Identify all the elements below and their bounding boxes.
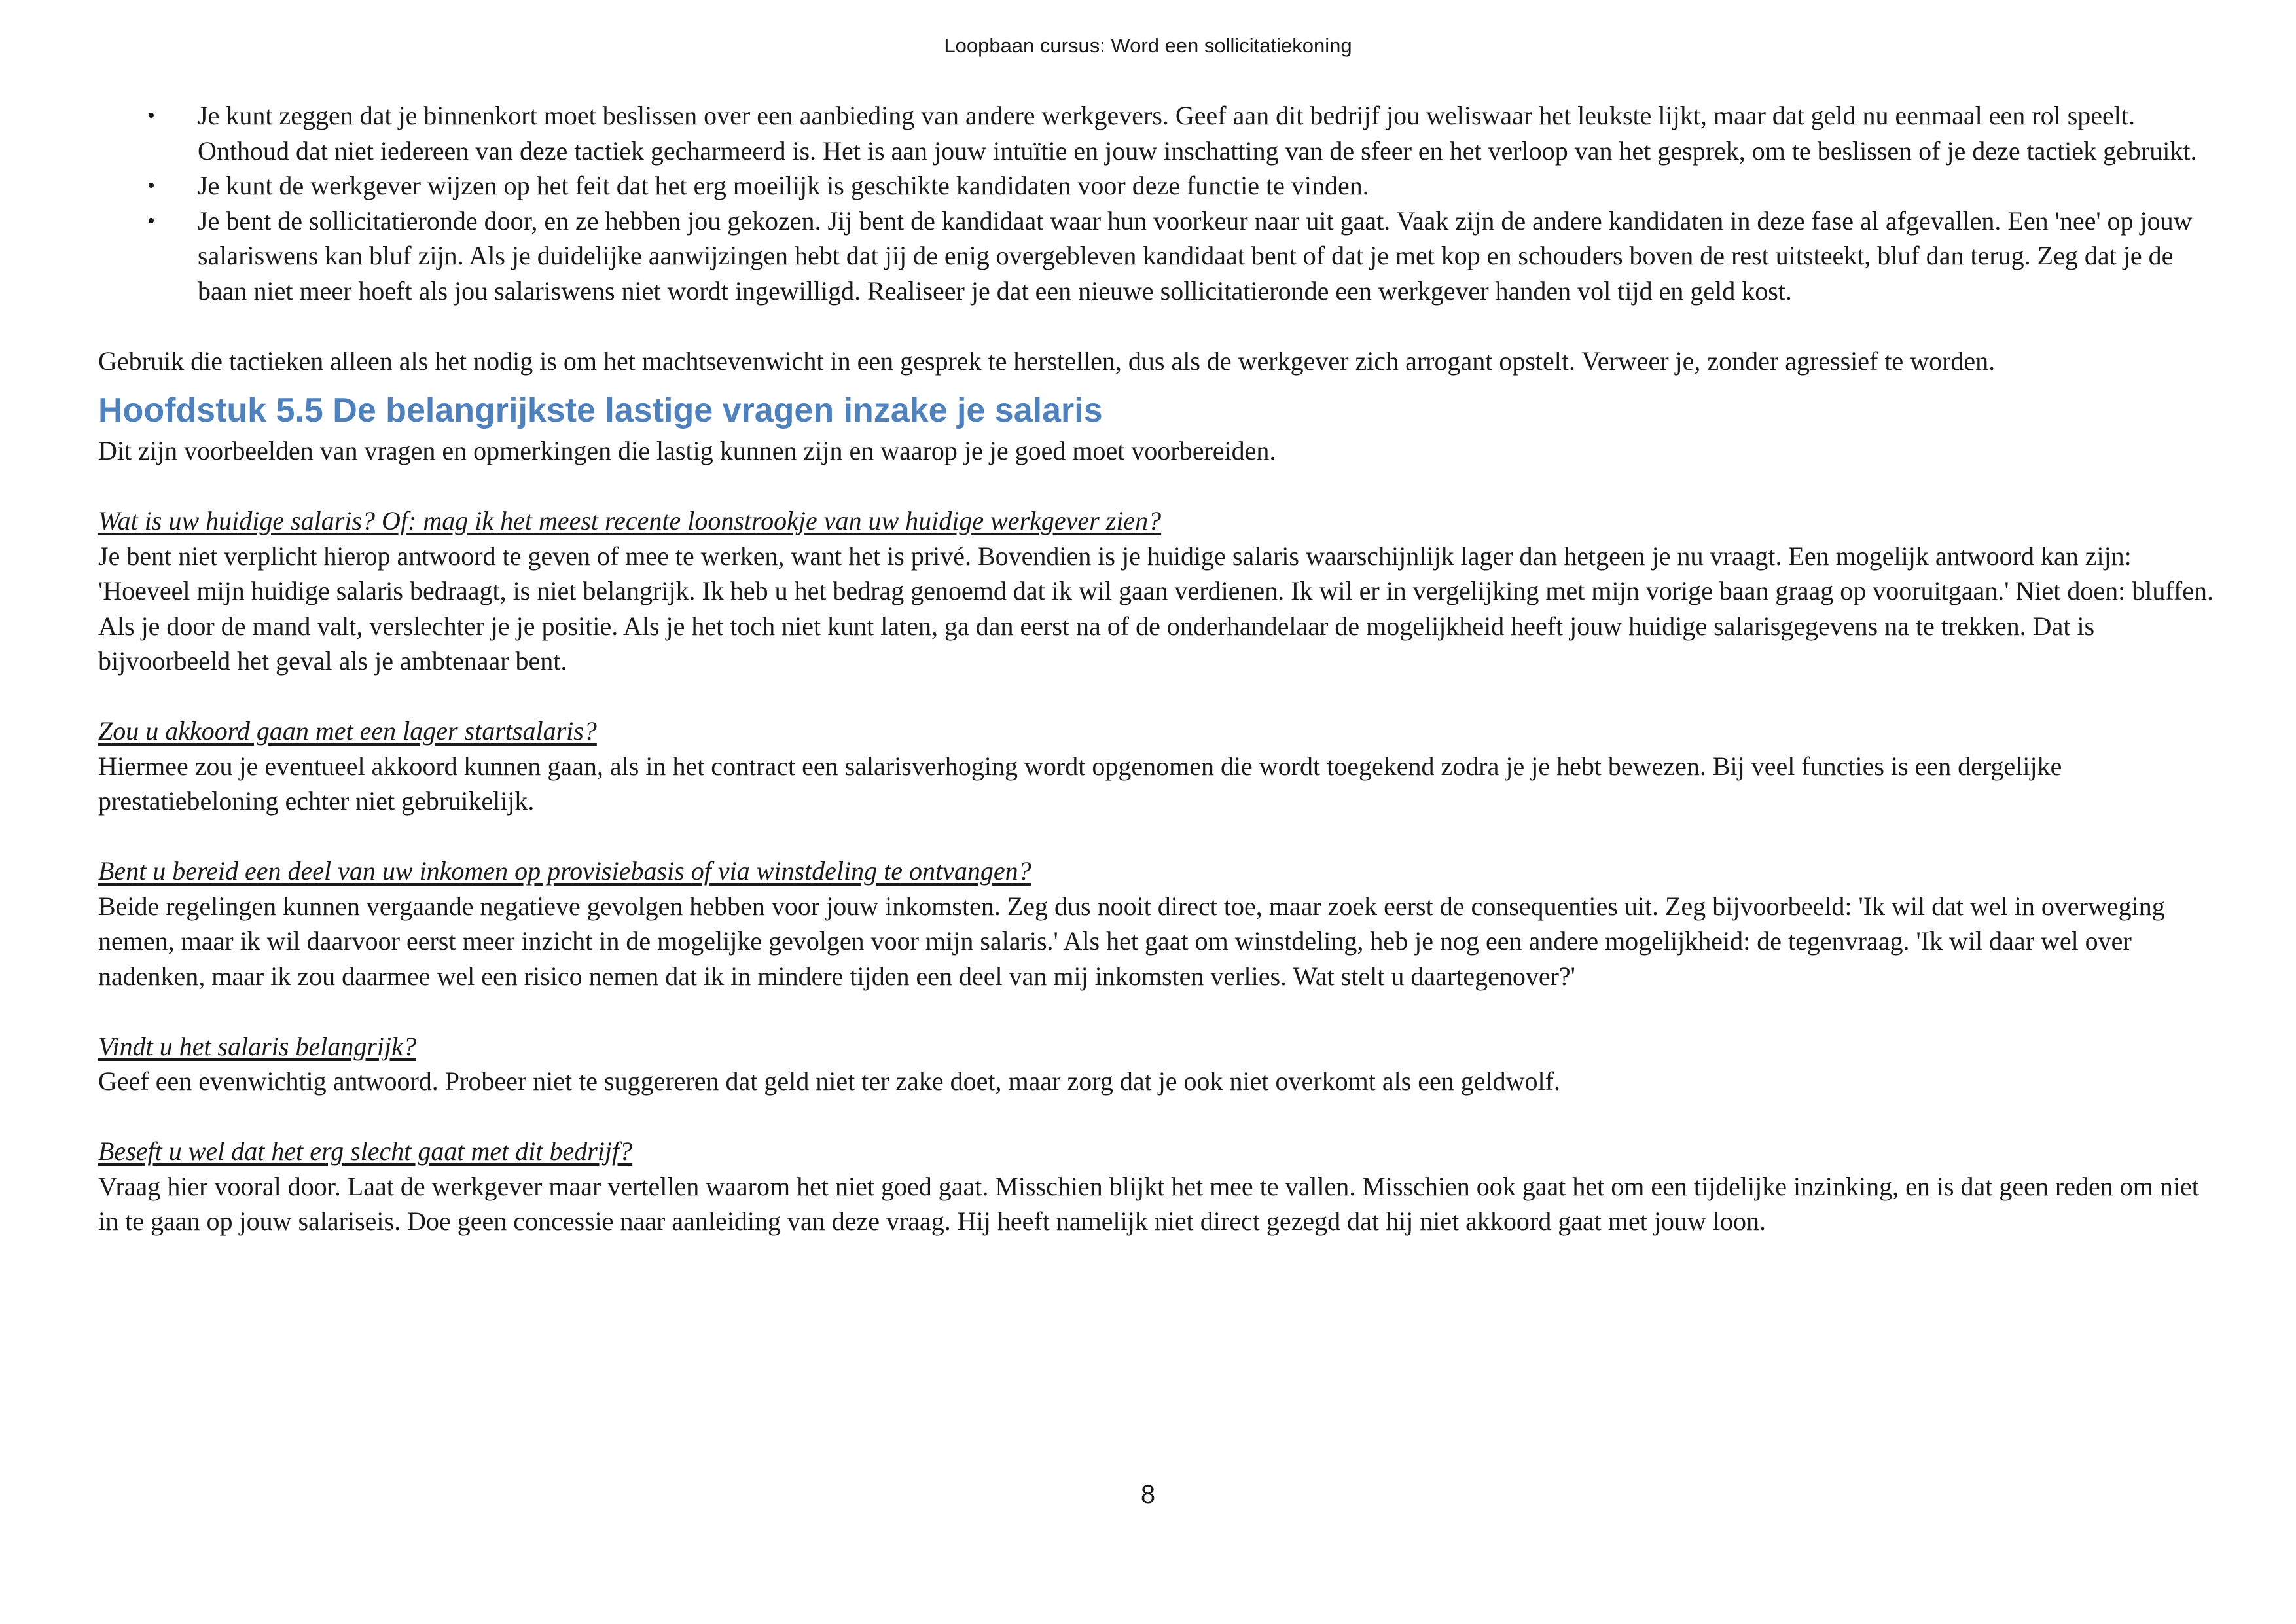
bullet-icon: • (147, 208, 155, 233)
section-heading: Hoofdstuk 5.5 De belangrijkste lastige vragen inzake je salaris (98, 391, 1103, 429)
section-intro: Dit zijn voorbeelden van vragen en opmerkingen die lastig kunnen zijn en waarop je je goed moet voorbereiden. (98, 436, 1276, 465)
bullet-icon: • (147, 173, 155, 198)
list-item (98, 98, 2216, 168)
question-heading: Beseft u wel dat het erg slecht gaat met dit bedrijf? (98, 1136, 633, 1166)
question-heading: Vindt u het salaris belangrijk? (98, 1031, 416, 1061)
question-heading: Zou u akkoord gaan met een lager startsalaris? (98, 716, 597, 746)
question-heading: Wat is uw huidige salaris? Of: mag ik het meest recente loonstrookje van uw huidige werkgever zien? (98, 506, 1162, 535)
qa-block (98, 854, 2216, 994)
spacer (98, 819, 2216, 854)
answer-paragraph: Geef een evenwichtig antwoord. Probeer niet te suggereren dat geld niet ter zake doet, maar zorg dat je ook niet overkomt als een geldwolf. (98, 1066, 1560, 1096)
qa-block (98, 1029, 2216, 1099)
answer-paragraph: Beide regelingen kunnen vergaande negatieve gevolgen hebben voor jouw inkomsten. Zeg dus nooit direct toe, maar zoek eerst de consequenties uit. Zeg bijvoorbeeld: 'Ik wil dat wel in overweging nemen, maar ik wil daarvoor eerst meer inzicht in de mogelijke gevolgen voor mijn salaris.' Als het gaat om winstdeling, heb je nog een andere mogelijkheid: de tegenvraag. 'Ik wil daar wel over nadenken, maar ik zou daarmee wel een risico nemen dat ik in mindere tijden een deel van mij inkomsten verlies. Wat stelt u daartegenover?' (98, 891, 2165, 991)
bullet-text: Je bent de sollicitatieronde door, en ze hebben jou gekozen. Jij bent de kandidaat waar hun voorkeur naar uit gaat. Vaak zijn de andere kandidaten in deze fase al afgevallen. Een 'nee' op jouw salariswens kan bluf zijn. Als je duidelijke aanwijzingen hebt dat jij de enig overgebleven kandidaat bent of dat je met kop en schouders boven de rest uitsteekt, bluf dan terug. Zeg dat je de baan niet meer hoeft als jou salariswens niet wordt ingewilligd. Realiseer je dat een nieuwe sollicitatieronde een werkgever handen vol tijd en geld kost. (198, 206, 2193, 306)
bullet-icon: • (147, 103, 155, 128)
spacer (98, 1099, 2216, 1134)
spacer (98, 679, 2216, 714)
answer-paragraph: Hiermee zou je eventueel akkoord kunnen gaan, als in het contract een salarisverhoging wordt opgenomen die wordt toegekend zodra je je hebt bewezen. Bij veel functies is een dergelijke prestatiebeloning echter niet gebruikelijk. (98, 751, 2062, 816)
page-number: 8 (1140, 1480, 1156, 1509)
question-heading: Bent u bereid een deel van uw inkomen op provisiebasis of via winstdeling te ontvangen? (98, 856, 1031, 886)
tactics-bullet-list (98, 98, 2216, 308)
spacer (98, 308, 2216, 344)
page-content (98, 98, 2216, 1239)
list-item (98, 204, 2216, 309)
qa-block (98, 713, 2216, 819)
list-item (98, 168, 2216, 204)
qa-block (98, 503, 2216, 679)
bullet-text: Je kunt zeggen dat je binnenkort moet beslissen over een aanbieding van andere werkgevers. Geef aan dit bedrijf jou weliswaar het leukste lijkt, maar dat geld nu eenmaal een rol speelt. Onthoud dat niet iedereen van deze tactiek gecharmeerd is. Het is aan jouw intuïtie en jouw inschatting van de sfeer en het verloop van het gesprek, om te beslissen of je deze tactiek gebruikt. (198, 101, 2197, 166)
answer-paragraph: Je bent niet verplicht hierop antwoord te geven of mee te werken, want het is privé. Bovendien is je huidige salaris waarschijnlijk lager dan hetgeen je nu vraagt. Een mogelijk antwoord kan zijn: 'Hoeveel mijn huidige salaris bedraagt, is niet belangrijk. Ik heb u het bedrag genoemd dat ik wil gaan verdienen. Ik wil er in vergelijking met mijn vorige baan graag op vooruitgaan.' Niet doen: bluffen. Als je door de mand valt, verslechter je je positie. Als je het toch niet kunt laten, ga dan eerst na of de onderhandelaar de mogelijkheid heeft jouw huidige salarisgegevens na te trekken. Dat is bijvoorbeeld het geval als je ambtenaar bent. (98, 541, 2214, 676)
answer-paragraph: Vraag hier vooral door. Laat de werkgever maar vertellen waarom het niet goed gaat. Misschien blijkt het mee te vallen. Misschien ook gaat het om een tijdelijke inzinking, en is dat geen reden om niet in te gaan op jouw salariseis. Doe geen concessie naar aanleiding van deze vraag. Hij heeft namelijk niet direct gezegd dat hij niet akkoord gaat met jouw loon. (98, 1171, 2199, 1236)
tactics-note-paragraph: Gebruik die tactieken alleen als het nodig is om het machtsevenwicht in een gesprek te herstellen, dus als de werkgever zich arrogant opstelt. Verweer je, zonder agressief te worden. (98, 346, 1996, 376)
qa-block (98, 1134, 2216, 1239)
spacer (98, 994, 2216, 1029)
running-header: Loopbaan cursus: Word een sollicitatiekoning (944, 34, 1352, 57)
spacer (98, 469, 2216, 504)
bullet-text: Je kunt de werkgever wijzen op het feit dat het erg moeilijk is geschikte kandidaten voor deze functie te vinden. (198, 171, 1369, 200)
